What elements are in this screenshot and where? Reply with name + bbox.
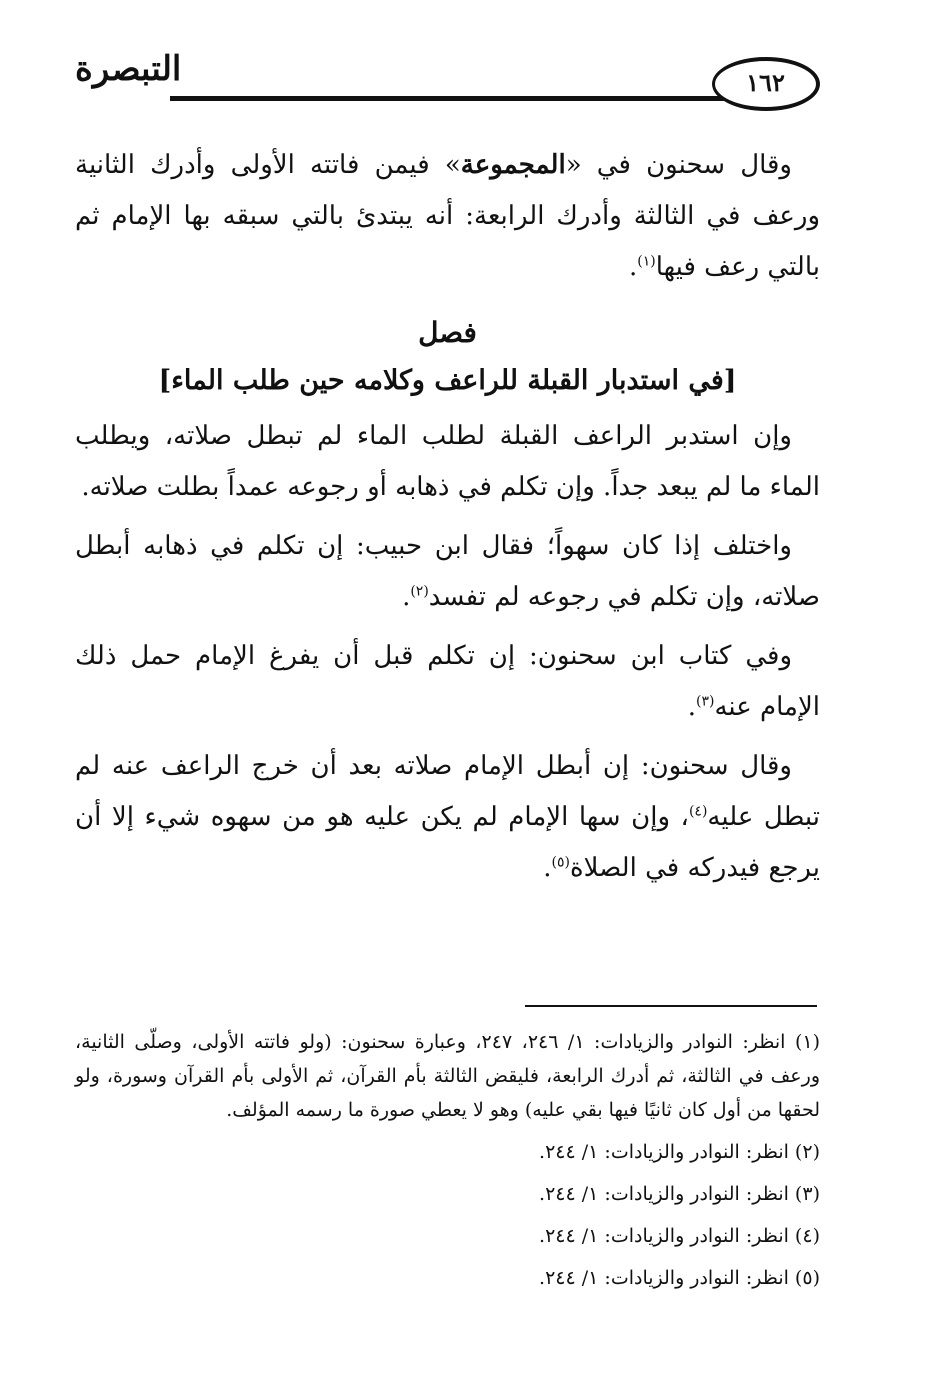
footnote-ref-3: (٣) [695, 693, 715, 710]
main-text [75, 140, 820, 902]
section-subheading: [في استدبار القبلة للراعف وكلامه حين طلب الماء] [158, 365, 737, 396]
footnote-3: (٣) انظر: النوادر والزيادات: ١/ ٢٤٤. [539, 1183, 820, 1205]
book-title: التبصرة [75, 49, 182, 89]
footnote-ref-5: (٥) [551, 854, 570, 871]
footnote-ref-2: (٢) [410, 583, 429, 600]
page-number: ١٦٢ [746, 67, 785, 97]
header-rule [170, 96, 760, 101]
paragraph-2: وإن استدبر الراعف القبلة لطلب الماء لم تبطل صلاته، ويطلب الماء ما لم يبعد جداً. وإن تكلم في ذهابه أو رجوعه عمداً بطلت صلاته. [75, 421, 820, 502]
paragraph-3: واختلف إذا كان سهواً؛ فقال ابن حبيب: إن تكلم في ذهابه أبطل صلاته، وإن تكلم في رجوعه لم تفسد$^{(٢)}$. [75, 531, 820, 612]
book-name-almajmuah: المجموعة [460, 150, 566, 180]
paragraph-5: وقال سحنون: إن أبطل الإمام صلاته بعد أن خرج الراعف عنه لم تبطل عليه$^{(٤)}$، وإن سها الإمام لم يكن عليه هو من سهوه شيء إلا أن يرجع فيدركه في الصلاة$^{(٥)}$. [75, 751, 820, 883]
page-header [75, 45, 820, 117]
footnote-separator [525, 1005, 817, 1007]
paragraph-1: وقال سحنون في «المجموعة» فيمن فاتته الأولى وأدرك الثانية ورعف في الثالثة وأدرك الرابعة: أنه يبتدئ بالتي سبقه بها الإمام ثم بالتي رعف فيها$^{(١)}$. [75, 150, 820, 282]
footnote-ref-1: (١) [637, 253, 656, 270]
footnote-4: (٤) انظر: النوادر والزيادات: ١/ ٢٤٤. [539, 1225, 820, 1247]
footnote-2: (٢) انظر: النوادر والزيادات: ١/ ٢٤٤. [539, 1141, 820, 1163]
paragraph-4: وفي كتاب ابن سحنون: إن تكلم قبل أن يفرغ الإمام حمل ذلك الإمام عنه$^{(٣)}$. [75, 641, 820, 722]
footnote-5: (٥) انظر: النوادر والزيادات: ١/ ٢٤٤. [539, 1267, 820, 1289]
footnotes [75, 1025, 820, 1303]
footnote-1: (١) انظر: النوادر والزيادات: ١/ ٢٤٦، ٢٤٧، وعبارة سحنون: (ولو فاتته الأولى، وصلّى الثانية، ورعف في الثالثة، ثم أدرك الرابعة، فليقض الثالثة بأم القرآن، ثم الأولى بأم القرآن وسورة، ولو لحقها من أول كان ثانيًا فيها بقي عليه) وهو لا يعطي صورة ما رسمه المؤلف. [75, 1031, 820, 1121]
section-heading: فصل [418, 316, 477, 349]
footnote-ref-4: (٤) [688, 803, 708, 820]
page-number-badge [712, 57, 820, 111]
